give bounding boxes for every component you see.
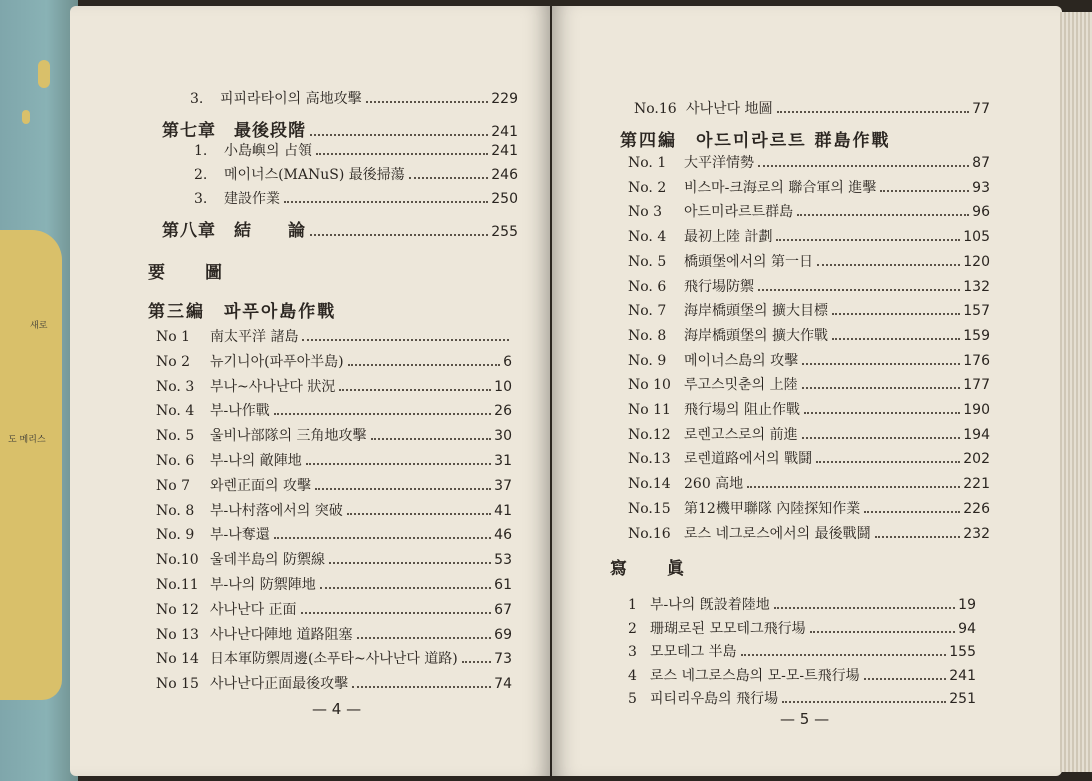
entry-title: 로렌고스로의 前進 xyxy=(684,426,798,443)
entry-page: 241 xyxy=(491,124,518,140)
entry-page: 93 xyxy=(972,179,990,196)
entry-title: 부-나의 旣設着陸地 xyxy=(650,597,770,613)
map-entry-row xyxy=(628,498,990,518)
map-entry-row xyxy=(628,523,990,543)
map-entry-row xyxy=(628,251,990,271)
leader-dots xyxy=(348,364,500,366)
entry-page: 232 xyxy=(963,525,990,542)
entry-number: No. 4 xyxy=(156,403,195,420)
photos-heading: 寫 眞 xyxy=(610,559,686,579)
entry-title: 사나난다 地圖 xyxy=(686,101,773,117)
entry-page: 26 xyxy=(494,403,512,420)
section3-title: 第三編 파푸아島作戰 xyxy=(148,302,337,322)
leader-dots xyxy=(774,607,955,609)
map-entry-row xyxy=(628,325,990,345)
entry-number: 第八章 xyxy=(162,221,216,241)
entry-number: No. 7 xyxy=(628,303,667,320)
entry-number: No 1 xyxy=(156,329,191,345)
photo-entry-row xyxy=(628,665,976,685)
entry-number: 5 xyxy=(628,691,637,707)
entry-title: 사나난다正面最後攻擊 xyxy=(210,676,349,693)
entry-number: No.16 xyxy=(634,101,677,117)
map-entry-row xyxy=(628,300,990,320)
entry-page: 157 xyxy=(963,303,990,320)
map-entry-row xyxy=(156,351,512,371)
map-entry-row xyxy=(156,624,512,644)
leader-dots xyxy=(357,637,492,639)
map-entry-row xyxy=(156,400,512,420)
map-label: 도 메리스 xyxy=(8,435,46,445)
entry-number: No. 3 xyxy=(156,378,195,395)
entry-number: 3. xyxy=(194,191,208,207)
map-entry-row xyxy=(628,473,990,493)
leader-dots xyxy=(810,631,956,633)
entry-number: No. 4 xyxy=(628,229,667,246)
map-entry-row xyxy=(628,201,990,221)
entry-number: No 10 xyxy=(628,377,671,394)
toc-row xyxy=(194,140,518,160)
map-label: 새로 xyxy=(30,321,48,331)
photo-entry-row xyxy=(628,641,976,661)
entry-page: 41 xyxy=(494,502,512,519)
entry-title: 第12機甲聯隊 內陸探知作業 xyxy=(684,500,861,517)
map-entry-row xyxy=(628,177,990,197)
entry-title: 大平洋情勢 xyxy=(684,155,754,171)
entry-number: 1 xyxy=(628,597,637,613)
entry-page: 31 xyxy=(494,453,512,469)
map-entry-row xyxy=(156,524,512,544)
leader-dots xyxy=(409,177,488,179)
page-edges xyxy=(1060,12,1092,772)
entry-number: No 7 xyxy=(156,477,191,494)
entry-page: 190 xyxy=(963,402,990,418)
leader-dots xyxy=(864,511,960,513)
entry-number: No.16 xyxy=(628,525,671,542)
entry-number: No 2 xyxy=(156,353,191,370)
entry-number: 2. xyxy=(194,167,208,183)
map-island xyxy=(22,110,30,124)
entry-page: 246 xyxy=(491,167,518,183)
entry-page: 241 xyxy=(491,143,518,159)
maps-heading: 要 圖 xyxy=(148,263,224,283)
leader-dots xyxy=(316,153,488,155)
entry-page: 67 xyxy=(494,601,512,618)
entry-page: 87 xyxy=(972,155,990,171)
entry-number: No. 2 xyxy=(628,179,667,196)
entry-page: 74 xyxy=(494,676,512,693)
entry-page: 221 xyxy=(963,476,990,493)
entry-number: No.12 xyxy=(628,426,671,443)
leader-dots xyxy=(320,587,491,589)
leader-dots xyxy=(284,201,488,203)
entry-number: No.10 xyxy=(156,552,199,569)
leader-dots xyxy=(802,363,960,365)
entry-title: 뉴기니아(파푸아半島) xyxy=(210,353,344,370)
entry-number: 3 xyxy=(628,644,637,660)
entry-title: 로스 네그로스島의 모-모-트飛行場 xyxy=(650,667,860,684)
entry-title: 飛行場防禦 xyxy=(684,278,754,295)
map-entry-row xyxy=(156,648,512,668)
leader-dots xyxy=(880,190,969,192)
leader-dots xyxy=(352,686,491,688)
entry-title: 南太平洋 諸島 xyxy=(210,329,299,345)
leader-dots xyxy=(804,412,960,414)
entry-number: No. 6 xyxy=(156,453,195,469)
map-entry-row xyxy=(628,424,990,444)
leader-dots xyxy=(329,562,491,564)
map-entry-row xyxy=(156,599,512,619)
entry-number: No. 8 xyxy=(156,502,195,519)
toc-row xyxy=(194,188,518,208)
entry-title: 橋頭堡에서의 第一日 xyxy=(684,253,814,270)
entry-page: 10 xyxy=(494,378,512,395)
entry-page: 176 xyxy=(963,352,990,369)
entry-page: 37 xyxy=(494,477,512,494)
entry-title: 부-나의 敵陣地 xyxy=(210,453,302,469)
map-island xyxy=(38,60,50,88)
leader-dots xyxy=(832,338,960,340)
leader-dots xyxy=(802,387,961,389)
leader-dots xyxy=(371,438,492,440)
map-entry-row xyxy=(156,425,512,445)
entry-title: 피피라타이의 高地攻擊 xyxy=(220,91,362,107)
leader-dots xyxy=(274,537,491,539)
entry-page: 255 xyxy=(491,224,518,240)
map-entry-row xyxy=(156,500,512,520)
entry-page: 159 xyxy=(963,327,990,344)
entry-page: 226 xyxy=(963,500,990,517)
entry-title: 부-나奪還 xyxy=(210,527,270,544)
entry-page: 155 xyxy=(949,644,976,660)
map-entry-row xyxy=(156,376,512,396)
entry-number: No. 9 xyxy=(628,352,667,369)
leader-dots xyxy=(782,701,946,703)
map-entry-row xyxy=(156,326,512,346)
entry-title: 로렌道路에서의 戰鬪 xyxy=(684,451,813,468)
entry-number: No. 9 xyxy=(156,527,195,544)
entry-page: 251 xyxy=(949,691,976,707)
leader-dots xyxy=(875,536,961,538)
leader-dots xyxy=(462,661,491,663)
map-entry-row xyxy=(628,276,990,296)
entry-page: 61 xyxy=(494,577,512,593)
map-entry-row xyxy=(156,450,512,470)
entry-page: 250 xyxy=(491,191,518,207)
map-entry-row xyxy=(156,673,512,693)
entry-number: No 11 xyxy=(628,402,671,418)
leader-dots xyxy=(366,101,489,103)
leader-dots xyxy=(302,339,509,341)
entry-title: 울데半島의 防禦線 xyxy=(210,552,326,569)
entry-title: 260 高地 xyxy=(684,476,744,493)
entry-number: 1. xyxy=(194,143,208,159)
leader-dots xyxy=(832,313,960,315)
leader-dots xyxy=(816,461,960,463)
entry-page: 69 xyxy=(494,626,512,643)
photo-entry-row xyxy=(628,594,976,614)
chapter-row xyxy=(162,216,518,241)
entry-title: 피티리우島의 飛行場 xyxy=(650,691,779,707)
leader-dots xyxy=(797,214,969,216)
entry-title: 小島嶼의 占領 xyxy=(224,143,312,159)
entry-number: No.15 xyxy=(628,500,671,517)
leader-dots xyxy=(776,239,960,241)
entry-number: No. 8 xyxy=(628,327,667,344)
leader-dots xyxy=(301,612,492,614)
leader-dots xyxy=(777,111,970,113)
entry-title: 最初上陸 計劃 xyxy=(684,229,773,246)
entry-number: No.13 xyxy=(628,451,671,468)
entry-number: No. 5 xyxy=(156,428,195,445)
map-entry-row xyxy=(156,549,512,569)
map-island xyxy=(0,230,62,700)
entry-title: 日本軍防禦周邊(소푸타~사나난다 道路) xyxy=(210,651,458,668)
leader-dots xyxy=(274,413,491,415)
entry-title: 부-나村落에서의 突破 xyxy=(210,502,343,519)
entry-number: 4 xyxy=(628,667,637,684)
entry-title: 루고스밋춘의 上陸 xyxy=(684,377,798,394)
entry-title: 사나난다陣地 道路阻塞 xyxy=(210,626,353,643)
toc-row xyxy=(194,164,518,184)
right-folio: — 5 — xyxy=(780,710,830,728)
map-entry-row xyxy=(156,574,512,594)
entry-title: 結 論 xyxy=(234,221,306,241)
entry-page: 46 xyxy=(494,527,512,544)
entry-title: 비스마-크海로의 聯合軍의 進擊 xyxy=(684,179,877,196)
entry-title: 부-나의 防禦陣地 xyxy=(210,577,316,593)
entry-number: 2 xyxy=(628,620,637,637)
leader-dots xyxy=(310,134,488,136)
leader-dots xyxy=(347,513,491,515)
chapter-row xyxy=(162,116,518,141)
entry-number: No. 6 xyxy=(628,278,667,295)
entry-title: 모모테그 半島 xyxy=(650,644,737,660)
entry-page: 77 xyxy=(972,101,990,117)
map-entry-row xyxy=(628,226,990,246)
entry-page: 177 xyxy=(963,377,990,394)
leader-dots xyxy=(802,437,961,439)
entry-number: No. 5 xyxy=(628,253,667,270)
entry-number: No 12 xyxy=(156,601,199,618)
entry-number: No.14 xyxy=(628,476,671,493)
entry-number: No 15 xyxy=(156,676,199,693)
entry-page: 53 xyxy=(494,552,512,569)
map-entry-row xyxy=(628,350,990,370)
leader-dots xyxy=(758,289,960,291)
entry-title: 飛行場의 阻止作戰 xyxy=(684,402,800,418)
leader-dots xyxy=(817,264,960,266)
entry-number: No 3 xyxy=(628,204,663,221)
entry-title: 사나난다 正面 xyxy=(210,601,297,618)
photo-entry-row xyxy=(628,618,976,638)
section4-title: 第四編 아드미라르트 群島作戰 xyxy=(620,131,891,151)
leader-dots xyxy=(758,165,969,167)
entry-page: 73 xyxy=(494,651,512,668)
entry-page: 194 xyxy=(963,426,990,443)
map-entry-row xyxy=(628,399,990,419)
entry-title: 海岸橋頭堡의 擴大作戰 xyxy=(684,327,828,344)
entry-title: 珊瑚로된 모모테그飛行場 xyxy=(650,620,806,637)
leader-dots xyxy=(339,389,491,391)
entry-page: 132 xyxy=(963,278,990,295)
map-entry-row xyxy=(156,475,512,495)
entry-page: 30 xyxy=(494,428,512,445)
entry-page: 120 xyxy=(963,253,990,270)
entry-page: 96 xyxy=(972,204,990,221)
leader-dots xyxy=(306,463,491,465)
entry-page: 19 xyxy=(958,597,976,613)
entry-title: 最後段階 xyxy=(234,121,306,141)
entry-title: 아드미라르트群島 xyxy=(684,204,794,221)
map-entry-row xyxy=(634,98,990,118)
leader-dots xyxy=(741,654,947,656)
entry-number: No.11 xyxy=(156,577,199,593)
photo-entry-row xyxy=(628,688,976,708)
map-page-edge xyxy=(0,0,78,781)
map-entry-row xyxy=(628,448,990,468)
entry-number: No. 1 xyxy=(628,155,667,171)
entry-number: 3. xyxy=(190,91,204,107)
entry-number: No 14 xyxy=(156,651,199,668)
leader-dots xyxy=(747,486,960,488)
map-entry-row xyxy=(628,374,990,394)
entry-title: 海岸橋頭堡의 擴大目標 xyxy=(684,303,828,320)
entry-title: 로스 네그로스에서의 最後戰鬪 xyxy=(684,525,871,542)
entry-title: 부-나作戰 xyxy=(210,403,270,420)
entry-number: No 13 xyxy=(156,626,199,643)
entry-page: 94 xyxy=(958,620,976,637)
entry-page: 229 xyxy=(491,91,518,107)
leader-dots xyxy=(864,678,947,680)
toc-row xyxy=(190,88,518,108)
entry-title: 建設作業 xyxy=(224,191,280,207)
left-folio: — 4 — xyxy=(312,700,362,718)
entry-title: 와렌正面의 攻擊 xyxy=(210,477,312,494)
entry-page: 105 xyxy=(963,229,990,246)
entry-page: 6 xyxy=(503,353,512,370)
entry-title: 부나~사나난다 狀況 xyxy=(210,378,336,395)
entry-page: 202 xyxy=(963,451,990,468)
leader-dots xyxy=(310,234,488,236)
entry-title: 메이너스島의 攻擊 xyxy=(684,352,799,369)
map-entry-row xyxy=(628,152,990,172)
entry-title: 울비나部隊의 三角地攻擊 xyxy=(210,428,367,445)
entry-number: 第七章 xyxy=(162,121,216,141)
entry-title: 메이너스(MANuS) 最後掃蕩 xyxy=(224,167,405,183)
entry-page: 241 xyxy=(949,667,976,684)
leader-dots xyxy=(315,488,491,490)
